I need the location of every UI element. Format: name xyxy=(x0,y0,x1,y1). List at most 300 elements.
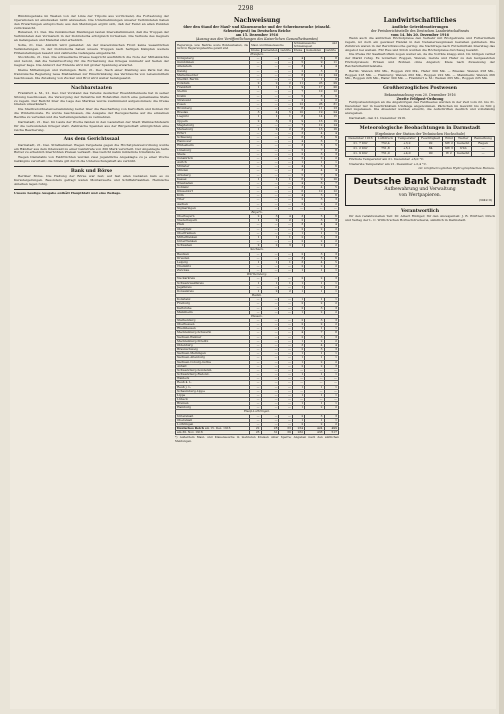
article-paragraph: Kleine Mitteilungen und Zeitungen. Bern, 21. Dez. Nach einer Meldung aus Paris hat die französische Regierung neue Maßnahmen zur Einschränkung des Verbrauchs von Lebensmitteln beschlossen. Die Zuteilung von Zucker und Brot wird weiter herabgesetzt. xyxy=(14,67,169,80)
table-cell: — xyxy=(261,69,279,73)
table-cell: 2 xyxy=(292,235,304,239)
table-cell: — xyxy=(261,252,279,256)
table-cell: 3 xyxy=(292,131,304,135)
table-cell: 6 xyxy=(292,177,304,181)
region-name: Bromberg xyxy=(176,107,250,111)
table-cell: — xyxy=(250,414,261,418)
table-cell: — xyxy=(250,156,261,160)
table-cell: — xyxy=(261,397,279,401)
table-cell: — xyxy=(292,389,304,393)
weather-cell: 751,8 xyxy=(375,147,395,152)
region-name: Freiburg xyxy=(176,302,250,306)
region-name: Karlsruhe xyxy=(176,306,250,310)
weather-cell: SW 3 xyxy=(443,147,455,152)
table-cell: 15 xyxy=(324,115,338,119)
sub-header: Gehöfte xyxy=(280,49,291,52)
table-cell: — xyxy=(279,194,292,198)
table-cell: 2 xyxy=(292,319,304,323)
table-cell: 7 xyxy=(292,123,304,127)
table-cell: 1 xyxy=(305,356,324,360)
region-name: Reuß j. L. xyxy=(176,385,250,389)
table-cell: — xyxy=(261,165,279,169)
bank-name: Deutsche Bank Darmstadt xyxy=(353,177,487,188)
sub-header: Gehöfte xyxy=(324,49,338,53)
table-cell: — xyxy=(250,161,261,165)
region-name: Oldenburg xyxy=(176,343,250,347)
table-cell: 1 xyxy=(279,260,292,264)
region-name: Schwaben xyxy=(176,244,250,248)
table-cell: 5 xyxy=(324,186,338,190)
region-name: Unterelsaß xyxy=(176,414,250,418)
table-cell: 17 xyxy=(305,86,324,90)
article-paragraph: Darmstadt, 21. Dez. Strafkammer. Wegen Vergehens gegen die Höchstpreisverordnung wurde ein Händler aus dem Odenwald zu einer Geldstrafe von 300 Mark verurteilt. Der Angeklagte hatte Butter zu erheblich überhöhten Preisen verkauft. Das Gericht nahm mildernde Umstände an. xyxy=(14,142,169,155)
table-cell: — xyxy=(261,173,279,177)
table-cell: — xyxy=(279,285,292,289)
section-heading-post: Großherzogliches Postwesen xyxy=(382,86,458,92)
table-cell: — xyxy=(250,397,261,401)
region-name: Minden xyxy=(176,169,250,173)
agri-subheading: Amtliche Getreidenotierungen xyxy=(391,25,449,29)
table-cell: 3 xyxy=(292,256,304,260)
divider xyxy=(14,166,169,167)
total-cell: 517 xyxy=(324,431,338,435)
table-cell: — xyxy=(261,310,279,314)
table-cell: 2 xyxy=(305,360,324,364)
table-cell: — xyxy=(261,377,279,381)
table-cell: — xyxy=(305,368,324,372)
table-cell: 1 xyxy=(324,402,338,406)
weather-header-cell: Dezember 1916 xyxy=(346,137,376,142)
table-cell: 5 xyxy=(292,94,304,98)
table-cell: — xyxy=(250,61,261,65)
region-name: Starkenburg xyxy=(176,319,250,323)
region-name: Braunschweig xyxy=(176,348,250,352)
group-label: Hessen. xyxy=(176,314,339,318)
region-name: Stralsund xyxy=(176,98,250,102)
region-name: Schwarzburg-Sondersh. xyxy=(176,368,250,372)
table-cell: — xyxy=(261,240,279,244)
region-name: Sachsen-Altenburg xyxy=(176,356,250,360)
weather-cell: Regen xyxy=(472,142,495,147)
table-cell: 4 xyxy=(305,169,324,173)
table-cell: 2 xyxy=(292,252,304,256)
group-label: Bayern. xyxy=(176,210,339,214)
table-cell: — xyxy=(279,107,292,111)
table-cell: 3 xyxy=(292,65,304,69)
region-name: Merseburg xyxy=(176,127,250,131)
table-cell: 12 xyxy=(324,190,338,194)
table-cell: — xyxy=(250,227,261,231)
region-name: Lüneburg xyxy=(176,148,250,152)
region-name: Potsdam xyxy=(176,82,250,86)
table-cell: 1 xyxy=(324,289,338,293)
weather-header-cell: Feuchtigkeit xyxy=(418,137,442,142)
table-cell: 3 xyxy=(305,219,324,223)
table-cell: — xyxy=(261,131,279,135)
table-cell: — xyxy=(261,156,279,160)
region-name: Frankfurt xyxy=(176,86,250,90)
left-column xyxy=(14,15,169,197)
table-cell: 4 xyxy=(279,215,292,219)
table-cell: 3 xyxy=(261,119,279,123)
table-cell: — xyxy=(261,107,279,111)
table-cell: 5 xyxy=(292,61,304,65)
table-cell: 2 xyxy=(292,227,304,231)
table-cell: 9 xyxy=(324,136,338,140)
table-cell: 1 xyxy=(292,356,304,360)
table-cell: — xyxy=(305,397,324,401)
weather-cell: +4,0 xyxy=(395,151,418,156)
weather-header-cell: Temperatur xyxy=(395,137,418,142)
table-cell: 8 xyxy=(324,331,338,335)
region-name: Sachsen-Meiningen xyxy=(176,352,250,356)
table-cell: — xyxy=(261,169,279,173)
table-date: am 15. Dezember 1916 xyxy=(235,33,279,37)
table-cell: 14 xyxy=(324,73,338,77)
group-label: Württemberg. xyxy=(176,273,339,277)
table-cell: 12 xyxy=(305,73,324,77)
table-cell: 4 xyxy=(305,343,324,347)
weather-note: Höchste Temperatur am 21. Dezember +6,0 °C. xyxy=(349,156,425,161)
divider xyxy=(345,123,495,124)
table-cell: — xyxy=(261,323,279,327)
table-cell: — xyxy=(261,319,279,323)
region-name: Hildesheim xyxy=(176,144,250,148)
table-cell: — xyxy=(279,198,292,202)
table-cell: 3 xyxy=(305,335,324,339)
region-name: Köln xyxy=(176,194,250,198)
table-cell: — xyxy=(250,65,261,69)
table-cell: 8 xyxy=(324,148,338,152)
group-label: Baden. xyxy=(176,294,339,298)
table-cell: — xyxy=(261,148,279,152)
table-cell: 3 xyxy=(305,306,324,310)
table-cell: 2 xyxy=(261,289,279,293)
table-cell: 6 xyxy=(292,73,304,77)
table-cell: — xyxy=(279,123,292,127)
table-cell: 2 xyxy=(261,244,279,248)
weather-header-cell: Wind xyxy=(443,137,455,142)
table-cell: 1 xyxy=(324,281,338,285)
table-cell: 4 xyxy=(324,223,338,227)
weather-row xyxy=(346,151,495,156)
table-cell: 3 xyxy=(324,348,338,352)
divider xyxy=(345,83,495,84)
divider xyxy=(14,134,169,135)
table-cell: 4 xyxy=(292,57,304,61)
table-cell: 4 xyxy=(324,131,338,135)
table-cell: — xyxy=(279,61,292,65)
table-cell: 2 xyxy=(292,364,304,368)
bank-line: Aufbewahrung und Verwaltung xyxy=(384,187,456,193)
region-name: Sachsen-Coburg-Gotha xyxy=(176,360,250,364)
table-cell: 4 xyxy=(292,194,304,198)
table-cell: 3 xyxy=(324,306,338,310)
table-cell: 2 xyxy=(250,119,261,123)
table-cell: 4 xyxy=(305,65,324,69)
table-cell: — xyxy=(261,269,279,273)
table-cell: — xyxy=(279,173,292,177)
table-cell: — xyxy=(250,231,261,235)
table-cell: — xyxy=(279,269,292,273)
table-cell: — xyxy=(261,90,279,94)
table-cell: — xyxy=(261,136,279,140)
table-cell: 2 xyxy=(292,335,304,339)
table-cell: 2 xyxy=(292,414,304,418)
total-cell: 25 xyxy=(250,431,261,435)
table-cell: — xyxy=(250,69,261,73)
group-label: Preußen. xyxy=(176,53,339,57)
table-cell: — xyxy=(250,173,261,177)
table-cell: — xyxy=(261,285,279,289)
region-name: Mittelfranken xyxy=(176,235,250,239)
table-cell: 1 xyxy=(305,418,324,422)
table-cell: — xyxy=(324,368,338,372)
table-cell: — xyxy=(250,319,261,323)
table-cell: — xyxy=(250,223,261,227)
epidemic-table-body xyxy=(176,53,339,427)
table-cell: 6 xyxy=(324,256,338,260)
table-cell: 1 xyxy=(261,235,279,239)
table-cell: — xyxy=(250,348,261,352)
table-cell: 14 xyxy=(305,115,324,119)
post-intro: Bekanntmachung vom 20. Dezember 1916 xyxy=(384,92,456,97)
table-cell: 2 xyxy=(292,202,304,206)
region-name: Aurich xyxy=(176,161,250,165)
table-cell: — xyxy=(279,414,292,418)
table-cell: — xyxy=(250,77,261,81)
table-cell: — xyxy=(279,98,292,102)
table-cell: 1 xyxy=(261,115,279,119)
table-cell: — xyxy=(250,186,261,190)
table-cell: — xyxy=(250,298,261,302)
table-cell: 6 xyxy=(292,107,304,111)
region-name: Rheinhessen xyxy=(176,327,250,331)
region-name: Oberfranken xyxy=(176,231,250,235)
region-name: Lippe xyxy=(176,393,250,397)
weather-note: Niederste Temperatur am 21. Dezember +2,4 °C. xyxy=(349,161,427,166)
region-name: Oppeln xyxy=(176,119,250,123)
region-name: Oberbayern xyxy=(176,215,250,219)
region-name: Chemnitz xyxy=(176,264,250,268)
article-paragraph: Berliner Börse. Die Haltung der Börse war fest; auf fast allen Gebieten kam es zu Kurssteigerungen. Besonders gefragt waren Montanwerte und Schiffahrtsaktien. Heimische Anleihen lagen ruhig. xyxy=(14,174,169,187)
table-cell: — xyxy=(261,152,279,156)
region-name: Münster xyxy=(176,165,250,169)
table-cell: — xyxy=(250,356,261,360)
table-cell: 3 xyxy=(324,319,338,323)
table-cell: 4 xyxy=(324,343,338,347)
table-cell: — xyxy=(261,256,279,260)
table-cell: — xyxy=(250,406,261,410)
table-cell: 19 xyxy=(305,111,324,115)
sub-header: Gemeinden xyxy=(262,49,278,52)
table-cell: — xyxy=(279,310,292,314)
weather-header-cell: Bemerkung xyxy=(472,137,495,142)
table-cell: 16 xyxy=(305,119,324,123)
table-cell: — xyxy=(261,368,279,372)
table-cell: — xyxy=(324,377,338,381)
table-cell: 2 xyxy=(324,244,338,248)
table-cell: 2 xyxy=(324,360,338,364)
table-cell: 3 xyxy=(324,152,338,156)
table-cell: 1 xyxy=(250,86,261,90)
table-cell: 9 xyxy=(305,61,324,65)
table-cell: — xyxy=(250,302,261,306)
table-cell: 4 xyxy=(261,111,279,115)
section-heading-court: Aus dem Gerichtssaal xyxy=(63,137,120,143)
table-cell: 10 xyxy=(324,177,338,181)
weather-cell: 90 xyxy=(418,151,442,156)
table-cell: 6 xyxy=(305,140,324,144)
sub-header: Kreise xyxy=(292,49,304,53)
table-cell: 1 xyxy=(261,86,279,90)
region-name: Hamburg xyxy=(176,406,250,410)
table-cell: — xyxy=(250,277,261,281)
table-cell: 9 xyxy=(292,119,304,123)
col-schwein-header: Schweineseuche und Schweinepest xyxy=(293,42,337,48)
total-cell: 31 xyxy=(261,431,279,435)
table-cell: — xyxy=(250,206,261,210)
table-cell: — xyxy=(261,348,279,352)
table-cell: — xyxy=(261,144,279,148)
table-cell: 3 xyxy=(324,252,338,256)
table-cell: — xyxy=(305,206,324,210)
table-cell: 11 xyxy=(292,82,304,86)
region-name: Königsberg xyxy=(176,57,250,61)
region-name: Leipzig xyxy=(176,260,250,264)
table-cell: 1 xyxy=(292,77,304,81)
table-cell: 1 xyxy=(305,269,324,273)
region-name: Köslin xyxy=(176,94,250,98)
table-cell: — xyxy=(250,136,261,140)
table-cell: — xyxy=(279,140,292,144)
table-cell: 3 xyxy=(324,364,338,368)
table-cell: 2 xyxy=(324,202,338,206)
table-cell: — xyxy=(324,206,338,210)
table-cell: 8 xyxy=(292,127,304,131)
table-cell: 7 xyxy=(305,331,324,335)
table-cell: 1 xyxy=(250,281,261,285)
table-cell: 1 xyxy=(292,402,304,406)
table-cell: 1 xyxy=(324,298,338,302)
table-cell: 2 xyxy=(292,323,304,327)
region-name: Hannover xyxy=(176,140,250,144)
table-cell: — xyxy=(279,94,292,98)
table-cell: 10 xyxy=(305,190,324,194)
weather-table xyxy=(345,136,495,156)
table-cell: 2 xyxy=(261,82,279,86)
table-cell: 3 xyxy=(261,215,279,219)
table-cell: — xyxy=(279,152,292,156)
divider xyxy=(14,189,169,190)
weather-cell: W 2 xyxy=(443,151,455,156)
table-cell: 5 xyxy=(305,256,324,260)
table-cell: 5 xyxy=(279,111,292,115)
region-name: Anhalt xyxy=(176,364,250,368)
table-cell: 9 xyxy=(324,94,338,98)
region-name: Jagstkreis xyxy=(176,285,250,289)
table-cell: — xyxy=(250,422,261,426)
table-cell: 1 xyxy=(324,385,338,389)
table-cell: 3 xyxy=(305,235,324,239)
post-date: Darmstadt, den 21. Dezember 1916. xyxy=(349,116,407,121)
region-name: Lothringen xyxy=(176,422,250,426)
table-cell: — xyxy=(279,373,292,377)
table-cell: 3 xyxy=(305,348,324,352)
table-cell: 1 xyxy=(305,327,324,331)
region-name: Oberhessen xyxy=(176,323,250,327)
table-cell: 7 xyxy=(305,173,324,177)
table-cell: 16 xyxy=(324,127,338,131)
region-name: Donaukreis xyxy=(176,289,250,293)
table-cell: 1 xyxy=(292,339,304,343)
table-cell: — xyxy=(250,327,261,331)
region-name: Reuß ä. L. xyxy=(176,381,250,385)
table-cell: — xyxy=(261,94,279,98)
table-cell: — xyxy=(279,352,292,356)
table-cell: — xyxy=(250,131,261,135)
table-cell: — xyxy=(261,352,279,356)
table-cell: 2 xyxy=(292,348,304,352)
article-paragraph: Berlin: Weizen 260 Mk., Roggen 220 Mk., Hafer 300 Mk. — Breslau: Weizen 258 Mk., Roggen 218 Mk. — Hamburg: Weizen 262 Mk., Roggen 222 Mk. — Mannheim: Weizen 266 Mk., Roggen 226 Mk., Hafer 300 Mk. — Frankfurt a. M.: Weizen 265 Mk., Roggen 225 Mk. xyxy=(345,68,495,81)
table-cell: — xyxy=(279,422,292,426)
divider xyxy=(14,83,169,84)
right-column xyxy=(345,15,495,224)
table-cell: — xyxy=(279,223,292,227)
table-cell: 8 xyxy=(292,115,304,119)
table-cell: 3 xyxy=(292,260,304,264)
total-cell: 424 xyxy=(305,427,324,431)
weather-cell: bedeckt xyxy=(455,142,472,147)
table-cell: 3 xyxy=(305,252,324,256)
region-name: Pfalz xyxy=(176,223,250,227)
total-cell: 438 xyxy=(305,431,324,435)
table-cell: — xyxy=(279,227,292,231)
region-name: Bautzen xyxy=(176,252,250,256)
table-cell: — xyxy=(279,418,292,422)
table-cell: 2 xyxy=(305,310,324,314)
table-cell: 5 xyxy=(324,144,338,148)
table-cell: 2 xyxy=(324,406,338,410)
table-cell: — xyxy=(250,181,261,185)
weather-header-cell: Luftdruck xyxy=(375,137,395,142)
table-cell: — xyxy=(292,397,304,401)
table-cell: 1 xyxy=(305,289,324,293)
table-cell: 7 xyxy=(324,140,338,144)
table-cell: 1 xyxy=(261,177,279,181)
table-cell: — xyxy=(279,165,292,169)
table-cell: — xyxy=(279,339,292,343)
region-name: Marienwerder xyxy=(176,73,250,77)
weather-cell: +3,2 xyxy=(395,142,418,147)
region-name: Liegnitz xyxy=(176,115,250,119)
table-cell: 7 xyxy=(305,148,324,152)
table-cell: — xyxy=(261,102,279,106)
table-cell: 4 xyxy=(305,223,324,227)
table-cell: 3 xyxy=(324,277,338,281)
article-paragraph: Bukarest, 21. Dez. Die rumänischen Meldungen lauten übereinstimmend, daß die Truppen der Verbündeten den Vormarsch in der Dobrudscha erfolgreich fortsetzen. Die Verluste des Gegners an Gefangenen und Material sind erheblich. xyxy=(14,30,169,43)
table-cell: 2 xyxy=(324,310,338,314)
col-region-header: Regierungs- usw. Bezirke sowie Bundesstaaten, die nicht in Regierungsbezirke geteilt sind xyxy=(176,42,250,53)
table-cell: — xyxy=(279,298,292,302)
table-cell: 10 xyxy=(305,90,324,94)
table-cell: 2 xyxy=(292,264,304,268)
table-cell: 1 xyxy=(324,327,338,331)
bank-advertisement xyxy=(345,174,495,206)
table-cell: 3 xyxy=(305,198,324,202)
table-cell: 3 xyxy=(292,186,304,190)
table-cell: — xyxy=(279,186,292,190)
